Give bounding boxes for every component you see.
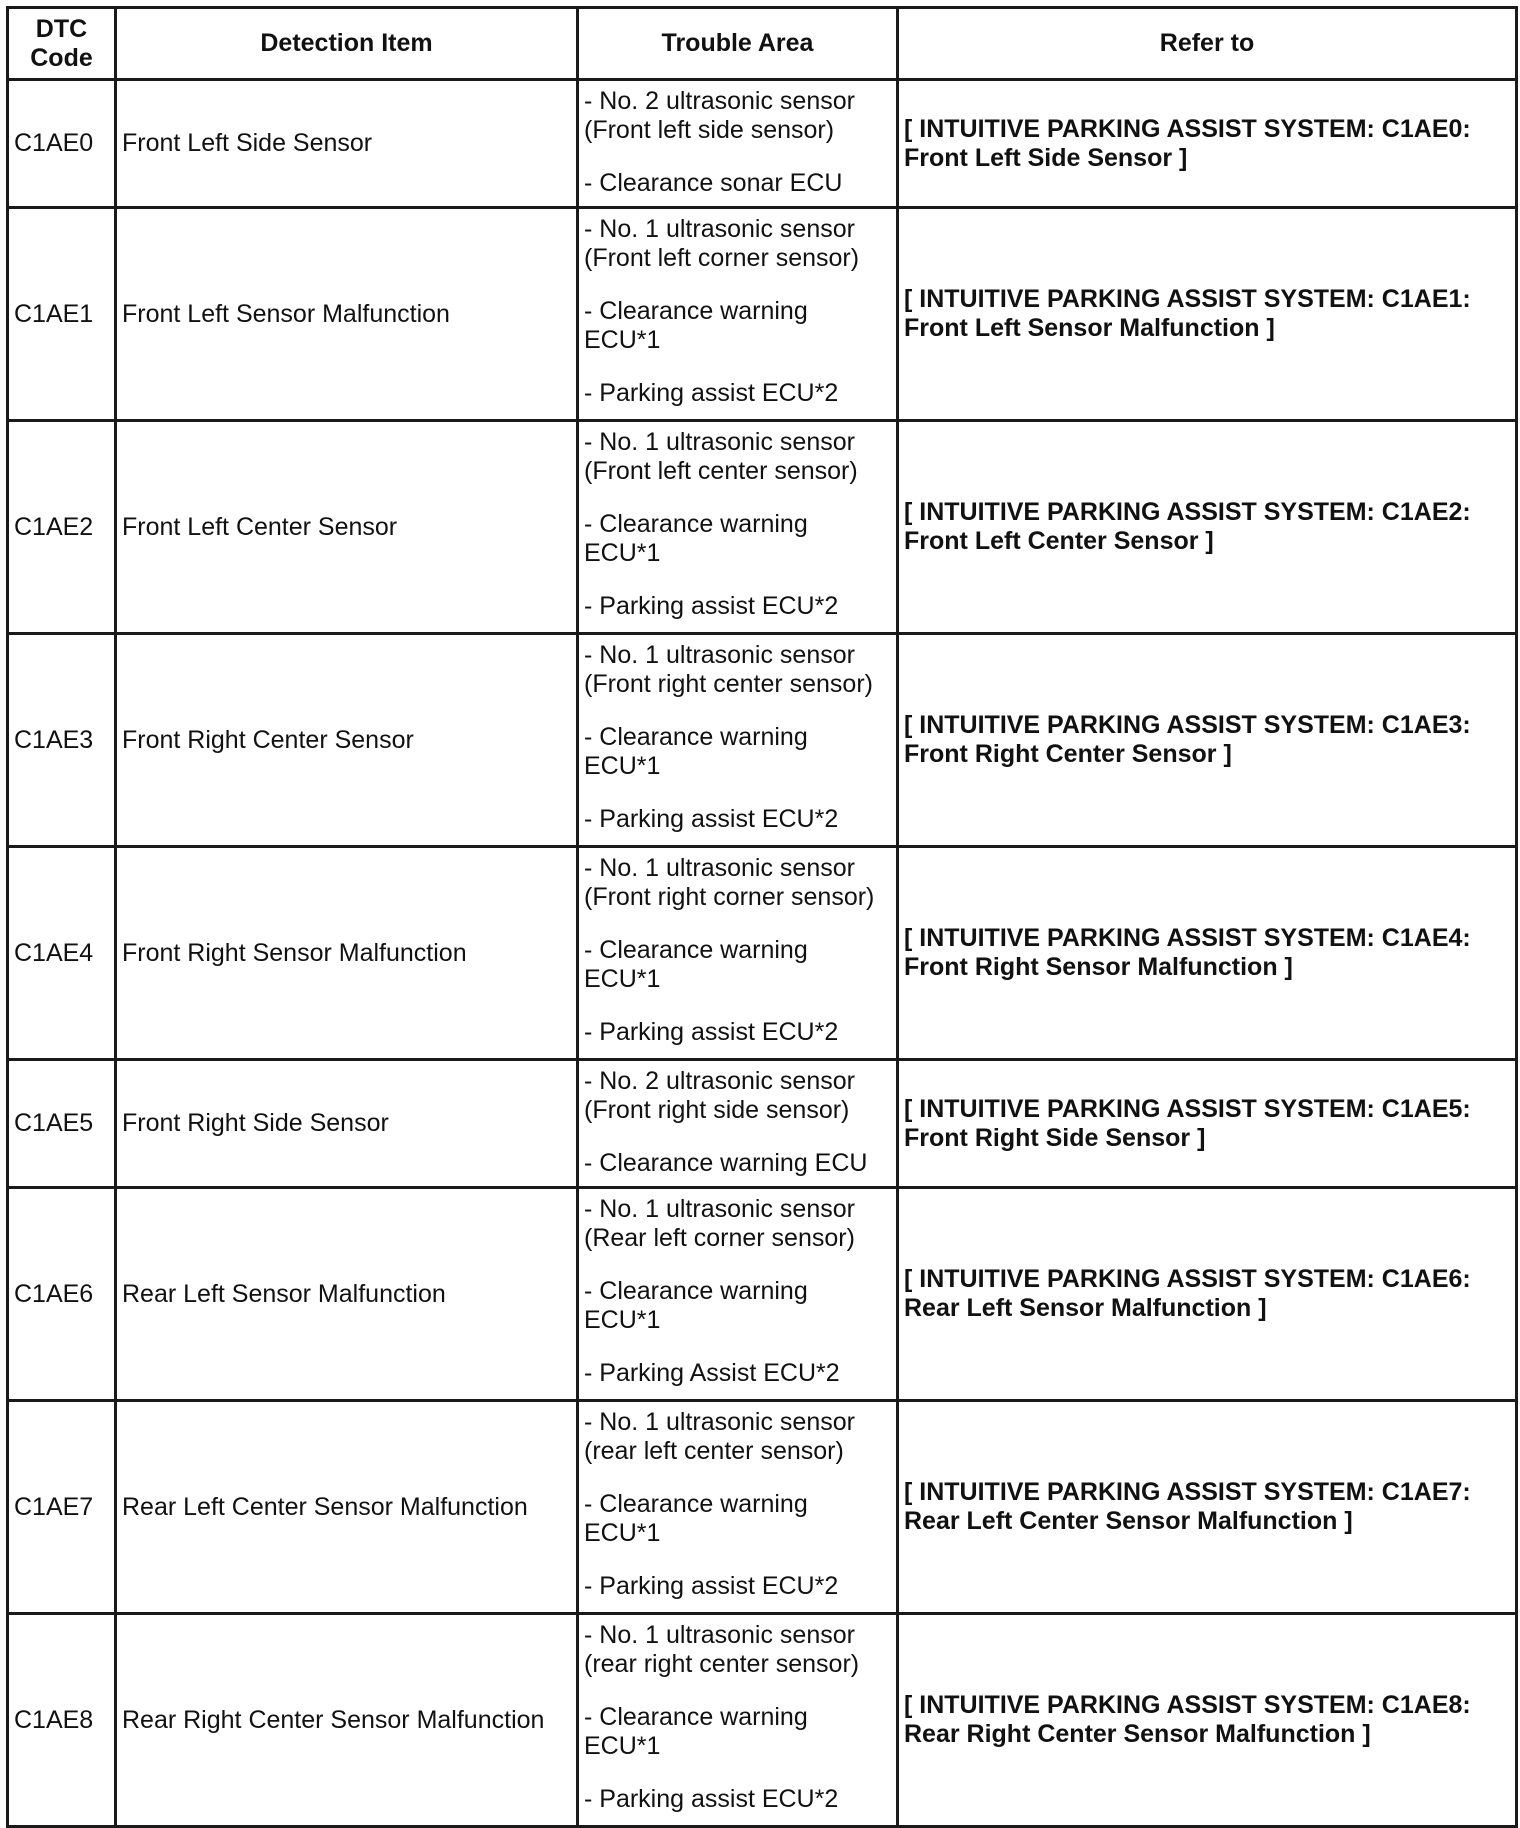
refer-to-line: Rear Right Center Sensor Malfunction ] [904, 1720, 1371, 1748]
table-row [8, 1401, 1517, 1614]
trouble-area-line: - Parking Assist ECU*2 [584, 1359, 840, 1387]
trouble-area-spacer [584, 1761, 890, 1785]
refer-to-cell [898, 208, 1517, 421]
trouble-area-line: (rear left center sensor) [584, 1437, 844, 1465]
trouble-area-line: - No. 1 ultrasonic sensor [584, 428, 855, 456]
refer-to-line: [ INTUITIVE PARKING ASSIST SYSTEM: C1AE6: [904, 1265, 1471, 1293]
refer-to-line: Front Right Side Sensor ] [904, 1123, 1206, 1152]
refer-to-cell [898, 80, 1517, 208]
refer-to-line: [ INTUITIVE PARKING ASSIST SYSTEM: C1AE0: [904, 114, 1471, 143]
trouble-area-line: ECU*1 [584, 1306, 661, 1334]
header-dtc-code [8, 8, 116, 80]
dtc-code-cell: C1AE8 [8, 1614, 116, 1827]
trouble-area-list [584, 635, 890, 838]
trouble-area-list [584, 81, 890, 202]
refer-to-link[interactable] [904, 1095, 1507, 1153]
table-row [8, 847, 1517, 1060]
trouble-area-line: ECU*1 [584, 752, 661, 780]
trouble-area-cell [578, 634, 898, 847]
refer-to-line: [ INTUITIVE PARKING ASSIST SYSTEM: C1AE7: [904, 1478, 1471, 1506]
dtc-code-cell: C1AE1 [8, 208, 116, 421]
refer-to-line: Rear Left Sensor Malfunction ] [904, 1294, 1267, 1322]
trouble-area-cell [578, 421, 898, 634]
dtc-code-cell: C1AE2 [8, 421, 116, 634]
header-dtc-code-line-1: DTC [35, 14, 88, 43]
trouble-area-line: - No. 1 ultrasonic sensor [584, 641, 855, 669]
detection-item-cell: Front Left Side Sensor [116, 80, 578, 208]
trouble-area-spacer [584, 1679, 890, 1703]
trouble-area-cell [578, 847, 898, 1060]
refer-to-line: [ INTUITIVE PARKING ASSIST SYSTEM: C1AE5: [904, 1094, 1471, 1123]
trouble-area-line: - Parking assist ECU*2 [584, 379, 839, 407]
trouble-area-line: - Clearance warning ECU [584, 1149, 868, 1177]
trouble-area-line: ECU*1 [584, 1732, 661, 1760]
trouble-area-line: - Clearance warning [584, 1277, 808, 1305]
refer-to-line: Front Left Side Sensor ] [904, 143, 1188, 172]
trouble-area-list [584, 1061, 890, 1182]
refer-to-cell [898, 421, 1517, 634]
table-row [8, 421, 1517, 634]
trouble-area-list [584, 422, 890, 625]
dtc-table [6, 6, 1518, 1828]
trouble-area-line: - Parking assist ECU*2 [584, 1018, 839, 1046]
trouble-area-line: - Clearance warning [584, 297, 808, 325]
trouble-area-spacer [584, 1125, 890, 1149]
trouble-area-line: ECU*1 [584, 1519, 661, 1547]
trouble-area-spacer [584, 1466, 890, 1490]
trouble-area-line: (Front left center sensor) [584, 457, 858, 485]
refer-to-cell [898, 1614, 1517, 1827]
trouble-area-line: - Clearance warning [584, 936, 808, 964]
trouble-area-line: (Front right center sensor) [584, 670, 873, 698]
trouble-area-line: - No. 2 ultrasonic sensor [584, 87, 855, 115]
trouble-area-cell [578, 1188, 898, 1401]
trouble-area-spacer [584, 273, 890, 297]
refer-to-line: [ INTUITIVE PARKING ASSIST SYSTEM: C1AE8: [904, 1691, 1471, 1719]
trouble-area-line: - No. 1 ultrasonic sensor [584, 1621, 855, 1649]
trouble-area-list [584, 209, 890, 412]
trouble-area-line: - Parking assist ECU*2 [584, 1572, 839, 1600]
dtc-code-cell: C1AE7 [8, 1401, 116, 1614]
trouble-area-line: - No. 1 ultrasonic sensor [584, 1408, 855, 1436]
refer-to-link[interactable] [904, 924, 1507, 982]
trouble-area-line: - Clearance warning [584, 510, 808, 538]
table-row [8, 1060, 1517, 1188]
refer-to-link[interactable] [904, 711, 1507, 769]
table-row [8, 1614, 1517, 1827]
refer-to-cell [898, 1188, 1517, 1401]
detection-item-cell: Front Right Center Sensor [116, 634, 578, 847]
refer-to-link[interactable] [904, 1691, 1507, 1749]
refer-to-cell [898, 634, 1517, 847]
refer-to-link[interactable] [904, 115, 1507, 173]
header-dtc-code-line-2: Code [30, 43, 93, 72]
refer-to-line: Front Left Center Sensor ] [904, 527, 1214, 555]
trouble-area-list [584, 1402, 890, 1605]
refer-to-line: Front Left Sensor Malfunction ] [904, 314, 1275, 342]
trouble-area-line: - Parking assist ECU*2 [584, 805, 839, 833]
refer-to-link[interactable] [904, 1478, 1507, 1536]
header-trouble-area: Trouble Area [578, 8, 898, 80]
trouble-area-spacer [584, 781, 890, 805]
trouble-area-list [584, 1189, 890, 1392]
trouble-area-cell [578, 1614, 898, 1827]
detection-item-cell: Rear Right Center Sensor Malfunction [116, 1614, 578, 1827]
table-row [8, 1188, 1517, 1401]
refer-to-line: [ INTUITIVE PARKING ASSIST SYSTEM: C1AE1: [904, 285, 1471, 313]
trouble-area-line: - Clearance warning [584, 723, 808, 751]
detection-item-cell: Front Left Center Sensor [116, 421, 578, 634]
dtc-code-cell: C1AE5 [8, 1060, 116, 1188]
trouble-area-line: ECU*1 [584, 965, 661, 993]
trouble-area-list [584, 1615, 890, 1818]
trouble-area-list [584, 848, 890, 1051]
table-row [8, 208, 1517, 421]
trouble-area-spacer [584, 145, 890, 169]
trouble-area-line: - Clearance warning [584, 1703, 808, 1731]
header-detection-item: Detection Item [116, 8, 578, 80]
refer-to-line: [ INTUITIVE PARKING ASSIST SYSTEM: C1AE3: [904, 711, 1471, 739]
refer-to-cell [898, 1401, 1517, 1614]
table-row [8, 634, 1517, 847]
trouble-area-spacer [584, 912, 890, 936]
dtc-code-cell: C1AE6 [8, 1188, 116, 1401]
refer-to-link[interactable] [904, 1265, 1507, 1323]
table-body [8, 80, 1517, 1827]
trouble-area-spacer [584, 699, 890, 723]
refer-to-link[interactable] [904, 498, 1507, 556]
trouble-area-line: - No. 1 ultrasonic sensor [584, 854, 855, 882]
trouble-area-line: - No. 2 ultrasonic sensor [584, 1067, 855, 1095]
dtc-code-cell: C1AE4 [8, 847, 116, 1060]
trouble-area-line: ECU*1 [584, 539, 661, 567]
trouble-area-spacer [584, 1335, 890, 1359]
refer-to-line: Front Right Center Sensor ] [904, 740, 1232, 768]
trouble-area-line: (Front left side sensor) [584, 116, 835, 144]
trouble-area-line: - Clearance sonar ECU [584, 169, 843, 197]
trouble-area-line: ECU*1 [584, 326, 661, 354]
refer-to-line: [ INTUITIVE PARKING ASSIST SYSTEM: C1AE2: [904, 498, 1471, 526]
trouble-area-spacer [584, 994, 890, 1018]
header-refer-to: Refer to [898, 8, 1517, 80]
header-row [8, 8, 1517, 80]
dtc-code-cell: C1AE0 [8, 80, 116, 208]
refer-to-line: Rear Left Center Sensor Malfunction ] [904, 1507, 1353, 1535]
trouble-area-spacer [584, 1253, 890, 1277]
detection-item-cell: Front Right Sensor Malfunction [116, 847, 578, 1060]
trouble-area-line: (Front right side sensor) [584, 1096, 850, 1124]
refer-to-cell [898, 847, 1517, 1060]
trouble-area-line: - No. 1 ultrasonic sensor [584, 215, 855, 243]
dtc-code-cell: C1AE3 [8, 634, 116, 847]
trouble-area-line: - Parking assist ECU*2 [584, 1785, 839, 1813]
trouble-area-cell [578, 1401, 898, 1614]
trouble-area-cell [578, 1060, 898, 1188]
refer-to-line: Front Right Sensor Malfunction ] [904, 953, 1293, 981]
trouble-area-line: - Parking assist ECU*2 [584, 592, 839, 620]
table-header [8, 8, 1517, 80]
trouble-area-spacer [584, 486, 890, 510]
trouble-area-line: (Front right corner sensor) [584, 883, 875, 911]
trouble-area-spacer [584, 1548, 890, 1572]
trouble-area-cell [578, 80, 898, 208]
trouble-area-line: - No. 1 ultrasonic sensor [584, 1195, 855, 1223]
refer-to-link[interactable] [904, 285, 1507, 343]
trouble-area-cell [578, 208, 898, 421]
detection-item-cell: Rear Left Sensor Malfunction [116, 1188, 578, 1401]
detection-item-cell: Front Right Side Sensor [116, 1060, 578, 1188]
trouble-area-line: (rear right center sensor) [584, 1650, 860, 1678]
refer-to-line: [ INTUITIVE PARKING ASSIST SYSTEM: C1AE4: [904, 924, 1471, 952]
trouble-area-line: - Clearance warning [584, 1490, 808, 1518]
detection-item-cell: Rear Left Center Sensor Malfunction [116, 1401, 578, 1614]
table-row [8, 80, 1517, 208]
trouble-area-line: (Rear left corner sensor) [584, 1224, 855, 1252]
trouble-area-spacer [584, 568, 890, 592]
trouble-area-line: (Front left corner sensor) [584, 244, 860, 272]
refer-to-cell [898, 1060, 1517, 1188]
trouble-area-spacer [584, 355, 890, 379]
detection-item-cell: Front Left Sensor Malfunction [116, 208, 578, 421]
